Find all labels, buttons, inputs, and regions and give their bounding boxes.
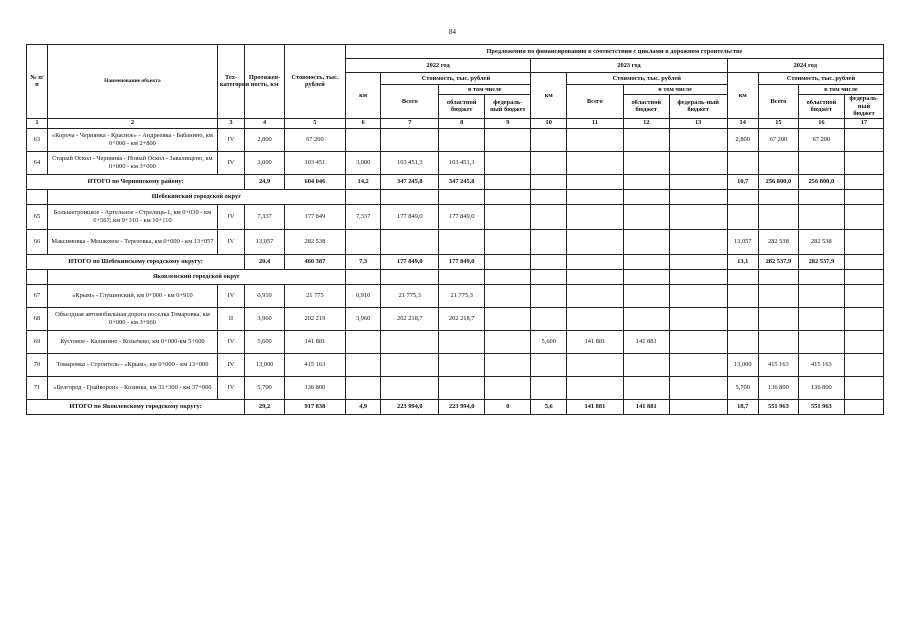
total-cell bbox=[485, 254, 531, 269]
table-cell bbox=[567, 376, 624, 399]
table-cell bbox=[623, 128, 669, 151]
table-cell bbox=[727, 204, 758, 229]
total-cell: 177 849,0 bbox=[439, 254, 485, 269]
header-regional-2023: областной бюджет bbox=[623, 95, 669, 119]
header-year-2024: 2024 год bbox=[727, 59, 883, 73]
object-name: «Белгород - Грайворон» - Козинка, км 31+300 - км 37+000 bbox=[47, 376, 217, 399]
object-name: Объездная автомобильная дорога поселка Томаровка, км 0+000 - км 3+960 bbox=[47, 307, 217, 330]
total-cell bbox=[669, 174, 727, 189]
row-number: 67 bbox=[27, 284, 48, 307]
section-empty-cell bbox=[844, 189, 883, 204]
total-cell: 24,9 bbox=[245, 174, 285, 189]
table-cell: 5,600 bbox=[245, 330, 285, 353]
object-name: Максимовка - Мешковое - Терезовка, км 0+000 - км 13+057 bbox=[47, 229, 217, 254]
total-cell: 29,2 bbox=[245, 399, 285, 414]
total-cell: 347 245,8 bbox=[439, 174, 485, 189]
column-number: 11 bbox=[567, 118, 624, 128]
table-cell: 103 451,3 bbox=[439, 151, 485, 174]
header-year-2022: 2022 год bbox=[345, 59, 531, 73]
total-cell bbox=[531, 254, 567, 269]
total-cell: 7,3 bbox=[345, 254, 381, 269]
total-cell: 10,7 bbox=[727, 174, 758, 189]
table-cell bbox=[531, 307, 567, 330]
table-cell bbox=[844, 307, 883, 330]
column-number: 7 bbox=[381, 118, 439, 128]
table-cell bbox=[669, 128, 727, 151]
table-cell bbox=[844, 330, 883, 353]
header-category: Тех-категория bbox=[217, 45, 244, 119]
table-row bbox=[27, 307, 884, 330]
table-cell bbox=[623, 284, 669, 307]
table-cell bbox=[485, 229, 531, 254]
total-cell: 177 849,0 bbox=[381, 254, 439, 269]
table-cell bbox=[381, 353, 439, 376]
total-cell: 223 994,0 bbox=[439, 399, 485, 414]
table-cell: 202 219 bbox=[284, 307, 345, 330]
total-cell: 551 963 bbox=[758, 399, 798, 414]
table-cell bbox=[623, 307, 669, 330]
column-number: 17 bbox=[844, 118, 883, 128]
table-cell bbox=[381, 229, 439, 254]
total-cell: 604 046 bbox=[284, 174, 345, 189]
table-cell bbox=[844, 284, 883, 307]
total-cell bbox=[623, 174, 669, 189]
table-cell bbox=[623, 229, 669, 254]
section-empty-cell bbox=[345, 189, 381, 204]
table-cell: 415 163 bbox=[284, 353, 345, 376]
total-row bbox=[27, 399, 884, 414]
table-cell bbox=[485, 151, 531, 174]
table-cell bbox=[439, 330, 485, 353]
table-cell bbox=[485, 353, 531, 376]
table-row bbox=[27, 330, 884, 353]
table-cell bbox=[844, 151, 883, 174]
section-empty-cell bbox=[567, 269, 624, 284]
row-number: 63 bbox=[27, 128, 48, 151]
header-km-2024: км bbox=[727, 73, 758, 119]
table-cell bbox=[844, 353, 883, 376]
table-cell: 136 800 bbox=[758, 376, 798, 399]
table-cell bbox=[567, 151, 624, 174]
section-empty-cell bbox=[439, 269, 485, 284]
section-blank bbox=[27, 189, 48, 204]
section-empty-cell bbox=[531, 269, 567, 284]
table-cell bbox=[345, 128, 381, 151]
table-cell: 13,000 bbox=[727, 353, 758, 376]
total-cell: 460 387 bbox=[284, 254, 345, 269]
table-cell: 13,057 bbox=[245, 229, 285, 254]
section-empty-cell bbox=[669, 269, 727, 284]
table-cell bbox=[439, 229, 485, 254]
header-including-2023: в том числе bbox=[623, 85, 727, 95]
table-cell bbox=[485, 128, 531, 151]
table-cell bbox=[567, 229, 624, 254]
table-cell: IV bbox=[217, 128, 244, 151]
header-name: Наименование объекта bbox=[47, 45, 217, 119]
header-federal-2024: федераль-ный бюджет bbox=[844, 95, 883, 119]
table-cell bbox=[531, 353, 567, 376]
table-cell: 202 218,7 bbox=[439, 307, 485, 330]
table-cell bbox=[381, 128, 439, 151]
table-cell: 415 163 bbox=[798, 353, 844, 376]
header-cost-2023: Стоимость, тыс. рублей bbox=[567, 73, 727, 85]
table-cell bbox=[798, 284, 844, 307]
table-cell: 0,910 bbox=[345, 284, 381, 307]
table-cell bbox=[844, 376, 883, 399]
table-cell: 3,000 bbox=[245, 151, 285, 174]
header-including-2022: в том числе bbox=[439, 85, 531, 95]
total-row bbox=[27, 254, 884, 269]
table-cell bbox=[727, 330, 758, 353]
section-empty-cell bbox=[345, 269, 381, 284]
table-cell: 5,600 bbox=[531, 330, 567, 353]
table-cell bbox=[567, 204, 624, 229]
total-cell: 282 537,9 bbox=[758, 254, 798, 269]
table-cell: 177 849 bbox=[284, 204, 345, 229]
table-cell: 415 163 bbox=[758, 353, 798, 376]
object-name: Томаровка - Строитель - «Крым», км 0+000 - км 13+000 bbox=[47, 353, 217, 376]
header-cost-2022: Стоимость, тыс. рублей bbox=[381, 73, 531, 85]
total-cell: 13,1 bbox=[727, 254, 758, 269]
column-number: 5 bbox=[284, 118, 345, 128]
column-number: 9 bbox=[485, 118, 531, 128]
row-number: 66 bbox=[27, 229, 48, 254]
table-cell bbox=[669, 229, 727, 254]
table-cell bbox=[345, 376, 381, 399]
table-cell: 202 218,7 bbox=[381, 307, 439, 330]
header-total-2024: Всего bbox=[758, 85, 798, 119]
table-cell bbox=[439, 128, 485, 151]
table-cell: 177 849,0 bbox=[381, 204, 439, 229]
section-blank bbox=[27, 269, 48, 284]
page-number: 84 bbox=[449, 28, 456, 36]
table-cell: 141 881 bbox=[284, 330, 345, 353]
table-cell bbox=[669, 151, 727, 174]
total-cell: 141 881 bbox=[623, 399, 669, 414]
section-empty-cell bbox=[623, 269, 669, 284]
row-number: 69 bbox=[27, 330, 48, 353]
section-row bbox=[27, 189, 884, 204]
table-cell bbox=[669, 204, 727, 229]
column-number: 2 bbox=[47, 118, 217, 128]
table-row bbox=[27, 353, 884, 376]
table-cell: 141 881 bbox=[623, 330, 669, 353]
table-cell bbox=[623, 151, 669, 174]
table-cell bbox=[758, 307, 798, 330]
header-total-2023: Всего bbox=[567, 85, 624, 119]
table-cell: 103 451,3 bbox=[381, 151, 439, 174]
total-cell: 0 bbox=[485, 399, 531, 414]
total-cell: 5,6 bbox=[531, 399, 567, 414]
column-number: 14 bbox=[727, 118, 758, 128]
total-cell: 347 245,8 bbox=[381, 174, 439, 189]
total-cell bbox=[567, 174, 624, 189]
financing-table bbox=[26, 44, 884, 415]
row-number: 71 bbox=[27, 376, 48, 399]
table-cell bbox=[485, 376, 531, 399]
header-regional-2022: областной бюджет bbox=[439, 95, 485, 119]
table-cell: 141 881 bbox=[567, 330, 624, 353]
table-cell: 3,000 bbox=[345, 151, 381, 174]
table-cell: 282 538 bbox=[798, 229, 844, 254]
section-empty-cell bbox=[727, 189, 758, 204]
table-cell: 2,800 bbox=[245, 128, 285, 151]
total-cell: 256 800,0 bbox=[758, 174, 798, 189]
table-cell: IV bbox=[217, 204, 244, 229]
table-cell bbox=[669, 284, 727, 307]
header-length: Протяжен-ность, км bbox=[245, 45, 285, 119]
table-cell bbox=[623, 353, 669, 376]
object-name: «Крым» - Глушинский, км 0+000 - км 0+910 bbox=[47, 284, 217, 307]
header-km-2023: км bbox=[531, 73, 567, 119]
total-cell bbox=[669, 254, 727, 269]
column-number: 8 bbox=[439, 118, 485, 128]
section-empty-cell bbox=[485, 189, 531, 204]
total-cell: 223 994,0 bbox=[381, 399, 439, 414]
table-row bbox=[27, 284, 884, 307]
table-cell: IV bbox=[217, 330, 244, 353]
total-row bbox=[27, 174, 884, 189]
table-cell bbox=[844, 128, 883, 151]
table-cell bbox=[727, 307, 758, 330]
table-cell bbox=[531, 376, 567, 399]
table-cell bbox=[531, 151, 567, 174]
table-cell: 136 800 bbox=[798, 376, 844, 399]
table-cell bbox=[669, 330, 727, 353]
column-number: 10 bbox=[531, 118, 567, 128]
table-cell: 7,337 bbox=[345, 204, 381, 229]
section-empty-cell bbox=[758, 189, 798, 204]
total-cell: 4,9 bbox=[345, 399, 381, 414]
total-cell: 14,2 bbox=[345, 174, 381, 189]
table-cell: 177 849,0 bbox=[439, 204, 485, 229]
column-number: 12 bbox=[623, 118, 669, 128]
table-cell bbox=[485, 284, 531, 307]
column-number: 15 bbox=[758, 118, 798, 128]
table-cell bbox=[485, 330, 531, 353]
total-cell: 20,4 bbox=[245, 254, 285, 269]
table-cell bbox=[567, 284, 624, 307]
total-label: ИТОГО по Яковлевскому городскому округу: bbox=[27, 399, 245, 414]
table-cell: 0,910 bbox=[245, 284, 285, 307]
table-row bbox=[27, 229, 884, 254]
table-cell bbox=[439, 353, 485, 376]
table-cell bbox=[567, 307, 624, 330]
header-federal-2022: федераль-ный бюджет bbox=[485, 95, 531, 119]
section-empty-cell bbox=[798, 269, 844, 284]
header-including-2024: в том числе bbox=[798, 85, 883, 95]
table-cell: 7,337 bbox=[245, 204, 285, 229]
table-cell bbox=[381, 330, 439, 353]
object-name: Большетроицкое - Артельное - Стрелиць-1, км 0+030 - км 6+567; км 9+310 - км 10+110 bbox=[47, 204, 217, 229]
total-cell bbox=[844, 399, 883, 414]
table-row bbox=[27, 204, 884, 229]
table-cell bbox=[669, 307, 727, 330]
section-empty-cell bbox=[439, 189, 485, 204]
table-cell: 21 775 bbox=[284, 284, 345, 307]
section-empty-cell bbox=[844, 269, 883, 284]
table-cell: 67 200 bbox=[798, 128, 844, 151]
section-empty-cell bbox=[485, 269, 531, 284]
header-federal-2023: федераль-ный бюджет bbox=[669, 95, 727, 119]
column-number: 16 bbox=[798, 118, 844, 128]
table-cell bbox=[623, 376, 669, 399]
column-number: 1 bbox=[27, 118, 48, 128]
table-cell bbox=[531, 284, 567, 307]
table-cell bbox=[623, 204, 669, 229]
column-number: 4 bbox=[245, 118, 285, 128]
table-cell bbox=[727, 284, 758, 307]
table-cell: 21 775,3 bbox=[381, 284, 439, 307]
column-number: 6 bbox=[345, 118, 381, 128]
table-cell bbox=[669, 353, 727, 376]
table-cell bbox=[758, 284, 798, 307]
row-number: 64 bbox=[27, 151, 48, 174]
total-cell bbox=[567, 254, 624, 269]
table-cell bbox=[798, 204, 844, 229]
header-year-2023: 2023 год bbox=[531, 59, 727, 73]
header-n: № п/п bbox=[27, 45, 48, 119]
table-cell bbox=[798, 307, 844, 330]
section-empty-cell bbox=[381, 189, 439, 204]
section-empty-cell bbox=[669, 189, 727, 204]
table-row bbox=[27, 128, 884, 151]
table-cell bbox=[345, 229, 381, 254]
total-cell: 917 838 bbox=[284, 399, 345, 414]
object-name: «Короча - Чернянка - Красное» - Андреевка - Бабанинo, км 0+000 - км 2+800 bbox=[47, 128, 217, 151]
total-cell: 551 963 bbox=[798, 399, 844, 414]
table-cell bbox=[567, 353, 624, 376]
total-cell bbox=[485, 174, 531, 189]
total-cell bbox=[669, 399, 727, 414]
table-cell bbox=[567, 128, 624, 151]
table-cell bbox=[758, 204, 798, 229]
table-cell bbox=[727, 151, 758, 174]
total-label: ИТОГО по Шебекинскому городскому округу: bbox=[27, 254, 245, 269]
header-regional-2024: областной бюджет bbox=[798, 95, 844, 119]
table-cell bbox=[485, 204, 531, 229]
total-cell: 18,7 bbox=[727, 399, 758, 414]
total-cell: 282 537,9 bbox=[798, 254, 844, 269]
table-cell bbox=[844, 229, 883, 254]
total-cell: 141 881 bbox=[567, 399, 624, 414]
header-cost: Стоимость, тыс. рублей bbox=[284, 45, 345, 119]
table-cell bbox=[531, 204, 567, 229]
table-row bbox=[27, 376, 884, 399]
table-cell: 5,700 bbox=[727, 376, 758, 399]
total-cell bbox=[623, 254, 669, 269]
header-cost-2024: Стоимость, тыс. рублей bbox=[758, 73, 883, 85]
total-cell: 256 800,0 bbox=[798, 174, 844, 189]
column-number: 13 bbox=[669, 118, 727, 128]
row-number: 70 bbox=[27, 353, 48, 376]
total-label: ИТОГО по Чернянскому району: bbox=[27, 174, 245, 189]
section-empty-cell bbox=[758, 269, 798, 284]
table-cell: 5,700 bbox=[245, 376, 285, 399]
table-cell: 3,960 bbox=[345, 307, 381, 330]
row-number: 68 bbox=[27, 307, 48, 330]
table-cell bbox=[531, 229, 567, 254]
table-cell bbox=[485, 307, 531, 330]
table-cell: IV bbox=[217, 284, 244, 307]
table-cell: IV bbox=[217, 151, 244, 174]
section-row bbox=[27, 269, 884, 284]
object-name: Кустовое - Калинино - Козычево, км 0+000-км 5+600 bbox=[47, 330, 217, 353]
section-empty-cell bbox=[623, 189, 669, 204]
table-cell bbox=[439, 376, 485, 399]
table-cell: 13,057 bbox=[727, 229, 758, 254]
row-number: 65 bbox=[27, 204, 48, 229]
table-cell: 282 538 bbox=[284, 229, 345, 254]
table-cell: 136 800 bbox=[284, 376, 345, 399]
total-cell bbox=[531, 174, 567, 189]
column-number: 3 bbox=[217, 118, 244, 128]
table-cell bbox=[798, 151, 844, 174]
table-cell: IV bbox=[217, 353, 244, 376]
table-cell bbox=[758, 330, 798, 353]
total-cell bbox=[844, 254, 883, 269]
table-cell: II bbox=[217, 307, 244, 330]
table-cell: IV bbox=[217, 376, 244, 399]
table-cell bbox=[669, 376, 727, 399]
table-cell: 282 538 bbox=[758, 229, 798, 254]
table-cell bbox=[345, 353, 381, 376]
object-name: Старый Оскол - Чернянка - Новый Оскол - Завалищено, км 0+000 - км 3+000 bbox=[47, 151, 217, 174]
table-cell: IV bbox=[217, 229, 244, 254]
header-km-2022: км bbox=[345, 73, 381, 119]
table-cell bbox=[531, 128, 567, 151]
section-empty-cell bbox=[567, 189, 624, 204]
table-cell: 3,960 bbox=[245, 307, 285, 330]
section-title: Яковлевский городской округ bbox=[47, 269, 345, 284]
section-empty-cell bbox=[531, 189, 567, 204]
table-cell: 67 200 bbox=[758, 128, 798, 151]
table-cell bbox=[798, 330, 844, 353]
table-row bbox=[27, 151, 884, 174]
table-cell bbox=[345, 330, 381, 353]
table-cell: 103 451 bbox=[284, 151, 345, 174]
table-cell: 13,000 bbox=[245, 353, 285, 376]
table-cell bbox=[758, 151, 798, 174]
table-cell: 2,800 bbox=[727, 128, 758, 151]
table-cell bbox=[381, 376, 439, 399]
section-empty-cell bbox=[727, 269, 758, 284]
table-cell bbox=[844, 204, 883, 229]
section-empty-cell bbox=[381, 269, 439, 284]
total-cell bbox=[844, 174, 883, 189]
header-total-2022: Всего bbox=[381, 85, 439, 119]
table-cell: 67 200 bbox=[284, 128, 345, 151]
table-cell: 21 775,3 bbox=[439, 284, 485, 307]
header-proposals: Предложения по финансированию в соответствии с циклами в дорожном строительстве bbox=[345, 45, 883, 59]
section-title: Шебекинский городской округ bbox=[47, 189, 345, 204]
column-number-row bbox=[27, 118, 884, 128]
section-empty-cell bbox=[798, 189, 844, 204]
